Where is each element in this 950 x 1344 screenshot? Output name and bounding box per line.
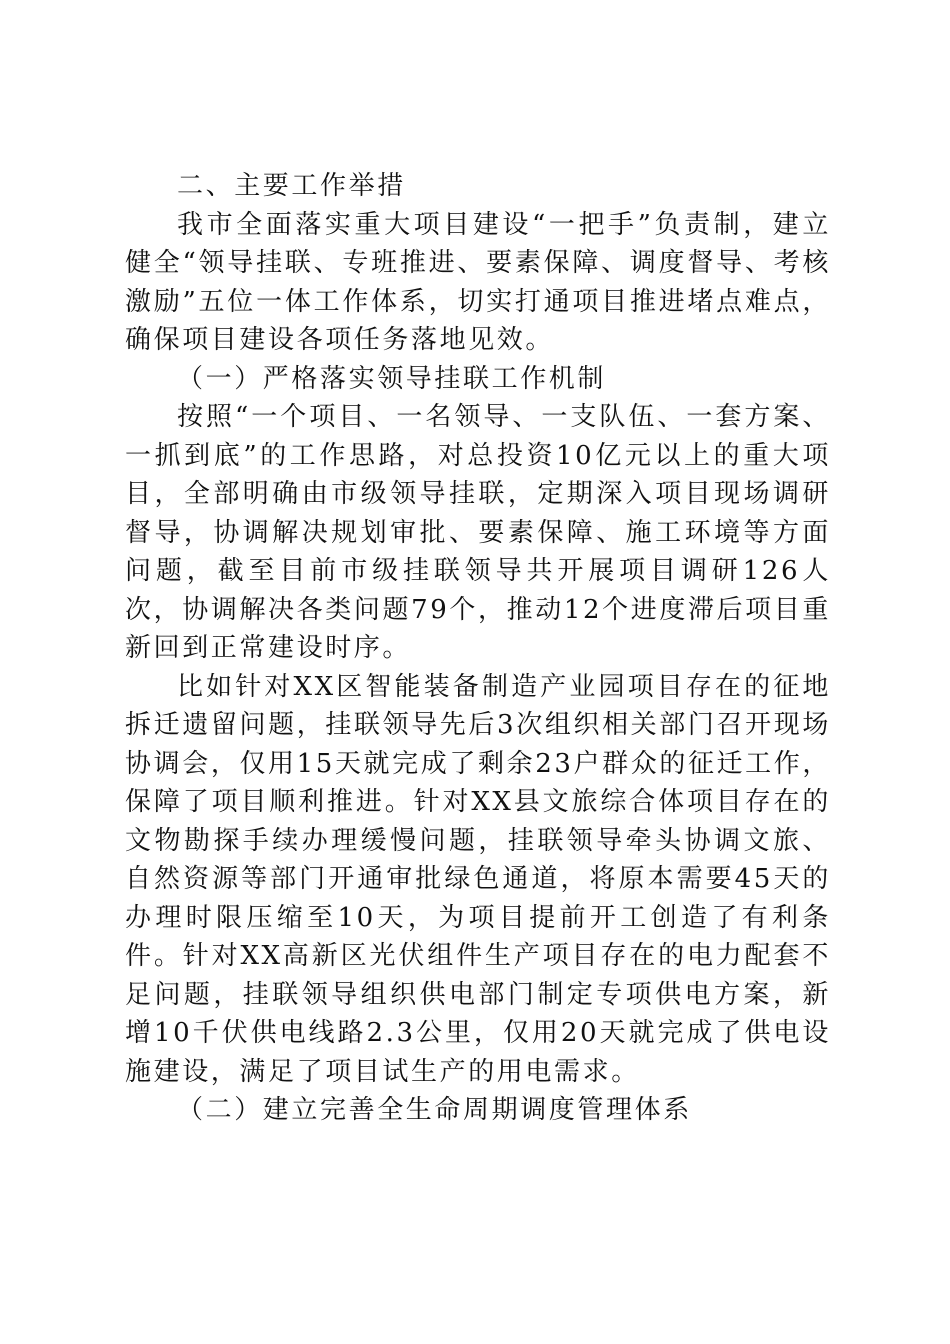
intro-paragraph: 我市全面落实重大项目建设“一把手”负责制，建立健全“领导挂联、专班推进、要素保障、调度督导、考核激励”五位一体工作体系，切实打通项目推进堵点难点，确保项目建设各项任务落地见效。 (125, 209, 831, 355)
document-body (125, 167, 831, 1130)
subsection-2-title: （二）建立完善全生命周期调度管理体系 (177, 1095, 692, 1125)
subsection-1-title: （一）严格落实领导挂联工作机制 (177, 363, 607, 394)
section-title: 二、主要工作举措 (177, 171, 406, 201)
subsection-1-paragraph-2: 比如针对XX区智能装备制造产业园项目存在的征地拆迁遗留问题，挂联领导先后3次组织相关部门召开现场协调会，仅用15天就完成了剩余23户群众的征迁工作，保障了项目顺利推进。针对XX县文旅综合体项目存在的文物勘探手续办理缓慢问题，挂联领导牵头协调文旅、自然资源等部门开通审批绿色通道，将原本需要45天的办理时限压缩至10天，为项目提前开工创造了有利条件。针对XX高新区光伏组件生产项目存在的电力配套不足问题，挂联领导组织供电部门制定专项供电方案，新增10千伏供电线路2.3公里，仅用20天就完成了供电设施建设，满足了项目试生产的用电需求。 (125, 671, 831, 1087)
subsection-1-paragraph-1: 按照“一个项目、一名领导、一支队伍、一套方案、一抓到底”的工作思路，对总投资10亿元以上的重大项目，全部明确由市级领导挂联，定期深入项目现场调研督导，协调解决规划审批、要素保障、施工环境等方面问题，截至目前市级挂联领导共开展项目调研126人次，协调解决各类问题79个，推动12个进度滞后项目重新回到正常建设时序。 (125, 402, 831, 663)
